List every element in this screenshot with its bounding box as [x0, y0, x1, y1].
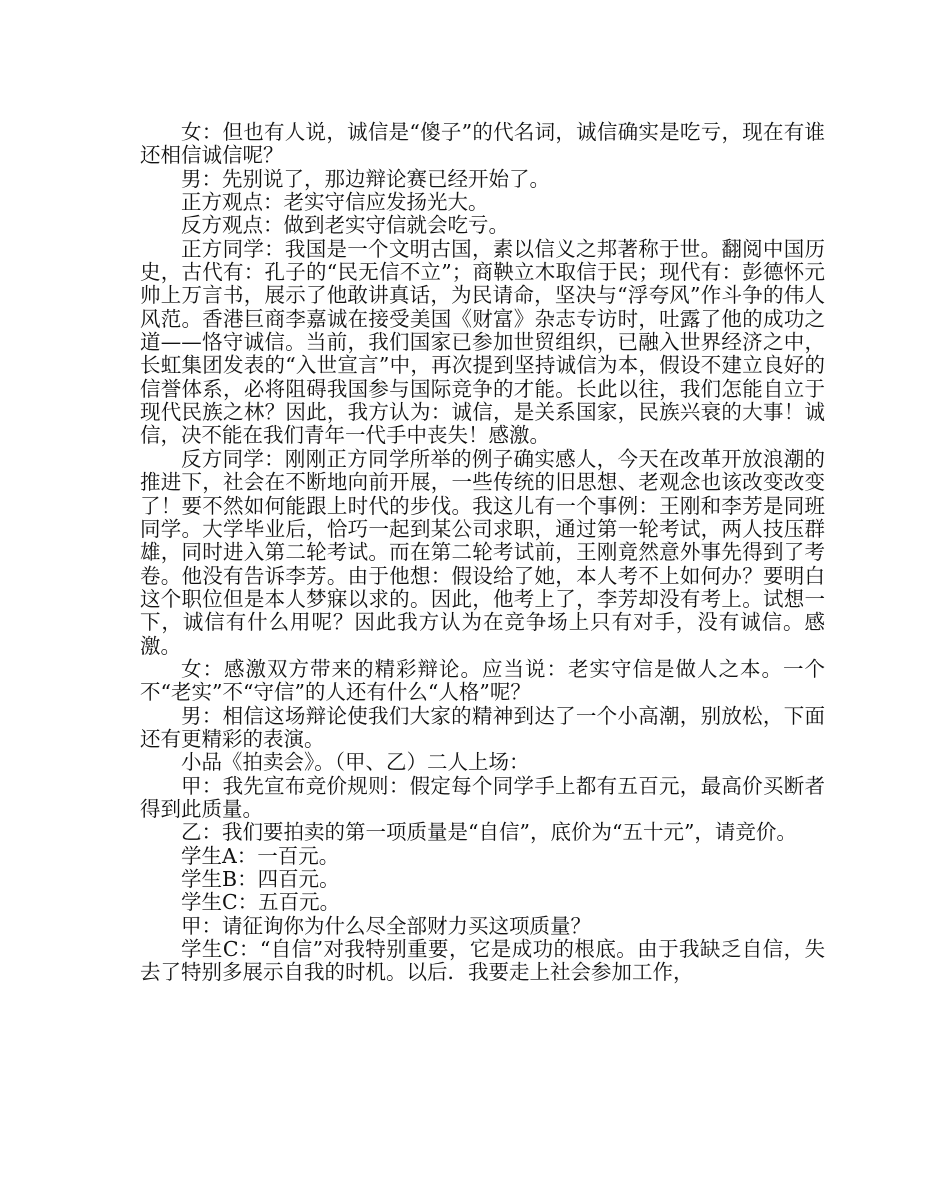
paragraph-negative-speech: 反方同学：刚刚正方同学所举的例子确实感人，今天在改革开放浪潮的推进下，社会在不断地向前开展，一些传统的旧思想、老观念也该改变改变了！要不然如何能跟上时代的步伐。我这儿有一个事例：王刚和李芳是同班同学。大学毕业后，恰巧一起到某公司求职，通过第一轮考试，两人技压群雄，同时进入第二轮考试。而在第二轮考试前，王刚竟然意外事先得到了考卷。他没有告诉李芳。由于他想：假设给了她，本人考不上如何办？要明白这个职位但是本人梦寐以求的。因此，他考上了，李芳却没有考上。试想一下，诚信有什么用呢？因此我方认为在竞争场上只有对手，没有诚信。感激。: [140, 446, 825, 658]
paragraph-male-transition: 男：相信这场辩论使我们大家的精神到达了一个小高潮，别放松，下面还有更精彩的表演。: [140, 703, 825, 751]
paragraph-question: 甲：请征询你为什么尽全部财力买这项质量？: [181, 913, 591, 938]
paragraph-male-debate-start: 男：先别说了，那边辩论赛已经开始了。: [181, 166, 550, 191]
paragraph-female-summary: 女：感激双方带来的精彩辩论。应当说：老实守信是做人之本。一个不“老实”不“守信”的人还有什么“人格”呢？: [140, 656, 825, 705]
paragraph-student-b-bid: 学生B：四百元。: [181, 867, 340, 891]
paragraph-negative-position: 反方观点：做到老实守信就会吃亏。: [181, 213, 509, 238]
paragraph-bidding-rules: 甲：我先宣布竞价规则：假定每个同学手上都有五百元，最高价买断者得到此质量。: [140, 773, 825, 821]
paragraph-affirmative-position: 正方观点：老实守信应发扬光大。: [181, 190, 489, 215]
paragraph-student-a-bid: 学生A：一百元。: [181, 843, 340, 868]
paragraph-female-doubt: 女：但也有人说，诚信是“傻子”的代名词，诚信确实是吃亏，现在有谁还相信诚信呢？: [140, 120, 825, 168]
document-body: [140, 121, 825, 985]
paragraph-student-c-bid: 学生C：五百元。: [181, 890, 341, 915]
paragraph-affirmative-speech: 正方同学：我国是一个文明古国，素以信义之邦著称于世。翻阅中国历史，古代有：孔子的“民无信不立”；商鞅立木取信于民；现代有：彭德怀元帅上万言书，展示了他敢讲真话，为民请命，坚决与“浮夸风”作斗争的伟人风范。香港巨商李嘉诚在接受美国《财富》杂志专访时，吐露了他的成功之道——恪守诚信。当前，我们国家已参加世贸组织，已融入世界经济之中，长虹集团发表的“入世宣言”中，再次提到坚持诚信为本，假设不建立良好的信誉体系，必将阻碍我国参与国际竞争的才能。长此以往，我们怎能自立于现代民族之林？因此，我方认为：诚信，是关系国家，民族兴衰的大事！诚信，决不能在我们青年一代手中丧失！感激。: [140, 236, 825, 448]
paragraph-student-c-answer: 学生C：“自信”对我特别重要，它是成功的根底。由于我缺乏自信，失去了特别多展示自我的时机。以后．我要走上社会参加工作，: [140, 937, 825, 985]
paragraph-first-item: 乙：我们要拍卖的第一项质量是“自信”，底价为“五十元”，请竞价。: [181, 820, 797, 845]
paragraph-skit-intro: 小品《拍卖会》。（甲、乙）二人上场：: [181, 750, 530, 775]
